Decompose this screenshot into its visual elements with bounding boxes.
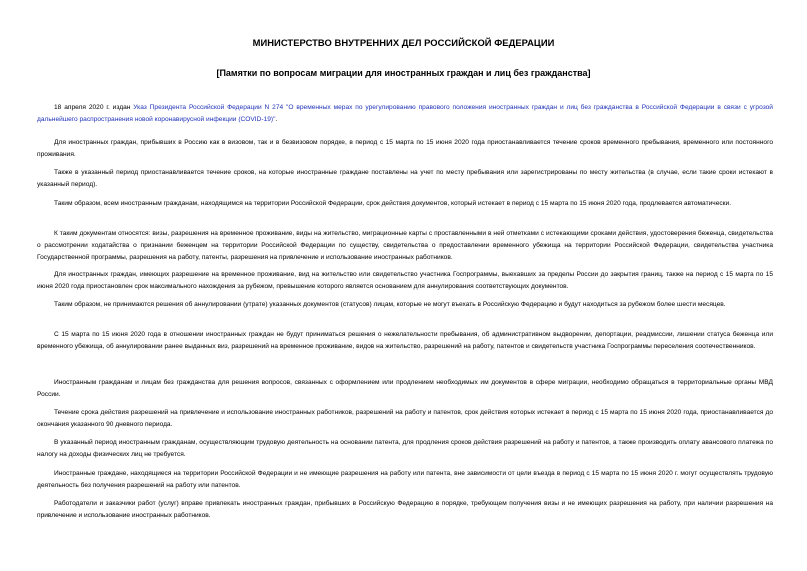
paragraph: Течение срока действия разрешений на привлечение и использование иностранных работников, разрешений на работу и патентов, срок действия которых истекает в период с 15 марта по 15 июня 2020 года, приостанавливается до окончания указанного 90 дневного периода. xyxy=(37,409,773,428)
paragraph: Для иностранных граждан, прибывших в Россию как в визовом, так и в безвизовом порядке, в период с 15 марта по 15 июня 2020 года приостанавливается течение сроков временного пребывания, временного или постоянного проживания. xyxy=(37,139,773,158)
paragraph: Также в указанный период приостанавливается течение сроков, на которые иностранные граждане поставлены на учет по месту пребывания или зарегистрированы по месту жительства (в случае, если такие сроки истекают в указанный период). xyxy=(37,169,773,188)
paragraph: В указанный период иностранным гражданам, осуществляющим трудовую деятельность на основании патента, для продления сроков действия разрешений на работу и патентов, а также производить оплату авансового платежа по налогу на доходы физических лиц не требуется. xyxy=(37,439,773,458)
document-subtitle: [Памятки по вопросам миграции для иностранных граждан и лиц без гражданства] xyxy=(216,68,591,78)
paragraph: Иностранные граждане, находящиеся на территории Российской Федерации и не имеющие разрешения на работу или патента, вне зависимости от цели въезда в период с 15 марта по 15 июня 2020 г. могут осуществлять трудовую деятельность без получения разрешений на работу или патентов. xyxy=(37,470,773,489)
paragraph: Для иностранных граждан, имеющих разрешение на временное проживание, вид на жительство или свидетельство участника Госпрограммы, выехавших за пределы России до закрытия границ, также на период с 15 марта по 15 июня 2020 года приостановлен срок максимального нахождения за рубежом, превышение которого является основанием для аннулирования соответствующих документов. xyxy=(37,271,773,290)
intro-prefix: 18 апреля 2020 г. издан xyxy=(54,104,134,111)
paragraph: К таким документам относятся: визы, разрешения на временное проживание, виды на жительство, миграционные карты с проставленными в ней отметками с истекающими сроками действия, удостоверения беженца, свидетельства о рассмотрении ходатайства о признании беженцем на территории Российской Федерации по существу, свидетельства о предоставлении временного убежища на территории Российской Федерации, свидетельства участника Государственной программы, разрешения на работу, патенты, разрешения на привлечение и использование иностранных работников. xyxy=(37,230,773,261)
paragraph: Таким образом, не принимаются решения об аннулировании (утрате) указанных документов (статусов) лицам, которые не могут въехать в Российскую Федерацию и будут находиться за рубежом более шести месяцев. xyxy=(54,301,726,308)
paragraph: Иностранным гражданам и лицам без гражданства для решения вопросов, связанных с оформлением или продлением необходимых им документов в сфере миграции, необходимо обращаться в территориальные органы МВД России. xyxy=(37,379,773,398)
decree-link[interactable]: Указ Президента Российской Федерации N 274 "О временных мерах по урегулированию правового положения иностранных граждан и лиц без гражданства в Российской Федерации в связи с угрозой дальнейшего распространения новой коронавирусной инфекции (COVID-19)" xyxy=(37,104,773,123)
paragraph: С 15 марта по 15 июня 2020 года в отношении иностранных граждан не будут приниматься решения о нежелательности пребывания, об административном выдворении, депортации, реадмиссии, лишении статуса беженца или временного убежища, об аннулировании ранее выданных виз, разрешений на временное проживание, видов на жительство, разрешений на работу, патентов и свидетельств участника Госпрограммы переселения соотечественников. xyxy=(37,331,773,350)
document-title: МИНИСТЕРСТВО ВНУТРЕННИХ ДЕЛ РОССИЙСКОЙ ФЕДЕРАЦИИ xyxy=(252,37,555,48)
paragraph-intro xyxy=(37,102,773,126)
intro-suffix: . xyxy=(275,116,278,123)
paragraph: Работодатели и заказчики работ (услуг) вправе привлекать иностранных граждан, прибывших в Российскую Федерацию в порядке, требующем получения визы и не имеющих разрешения на работу, при наличии разрешения на привлечение и использование иностранных работников. xyxy=(37,500,773,519)
paragraph: Таким образом, всем иностранным гражданам, находящимся на территории Российской Федерации, срок действия документов, который истекает в период с 15 марта по 15 июня 2020 года, продлевается автоматически. xyxy=(54,200,732,207)
